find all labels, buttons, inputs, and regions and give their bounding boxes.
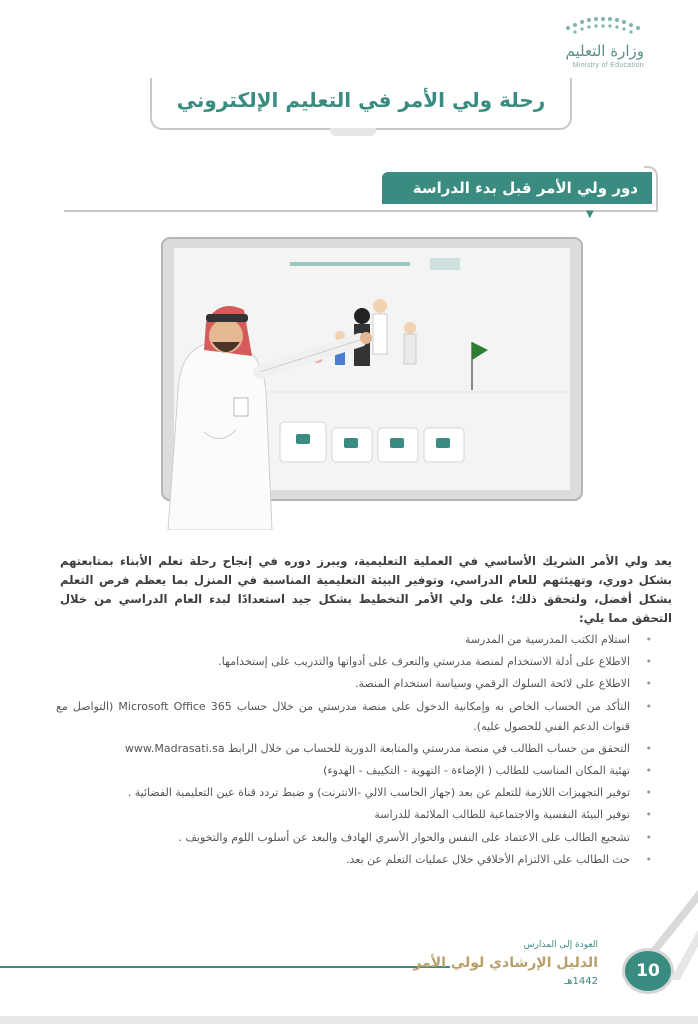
section-title: دور ولي الأمر قبل بدء الدراسة xyxy=(412,179,638,197)
list-item: • التأكد من الحساب الخاص به وإمكانية الدخول على منصة مدرستي من خلال حساب Microsoft Office 365 (التواصل مع قنوات الدعم الفني للحصول عليه). xyxy=(56,697,652,737)
list-item: • تهئية المكان المناسب للطالب ( الإضاءة - التهوية - التكييف - الهدوء) xyxy=(56,761,652,781)
intro-paragraph: يعد ولي الأمر الشريك الأساسي في العملية التعليمية، ويبرز دوره في إنجاح رحلة تعلم الأبناء بمتابعتهم بشكل دوري، وتهيئتهم للعام الدراسي، وتوفير البيئة التعليمية المناسبة في المنزل بما يعظم فرص التعلم بشكل أفضل، ولتحقق ذلك؛ على ولي الأمر التخطيط بشكل جيد استعدادًا لبدء العام الدراسي من خلال التحقق مما يلي: xyxy=(60,553,672,625)
title-notch xyxy=(330,128,376,136)
page-number: 10 xyxy=(622,948,674,994)
illustration-parent-screen xyxy=(140,232,590,530)
footer-divider xyxy=(0,966,450,968)
section-divider xyxy=(64,210,658,212)
corner-decoration xyxy=(650,890,698,980)
list-item: • توفير البيئة النفسية والاجتماعية للطالب الملائمة للدراسة xyxy=(56,805,652,825)
list-item: • استلام الكتب المدرسية من المدرسة xyxy=(56,630,652,650)
list-item: • التحقق من حساب الطالب في منصة مدرستي والمتابعة الدورية للحساب من خلال الرابط www.Madrasati.sa xyxy=(56,739,652,759)
section-heading xyxy=(64,166,658,212)
chevron-down-icon: ▼ xyxy=(586,209,594,220)
list-item: • الاطلاع على أدلة الاستخدام لمنصة مدرستي والتعرف على أدواتها والتدريب على إستخدامها. xyxy=(56,652,652,672)
section-tab xyxy=(382,172,652,204)
footer-series-label: العودة إلى المدارس xyxy=(523,940,598,950)
list-item: • الاطلاع على لائحة السلوك الرقمي وسياسة استخدام المنصة. xyxy=(56,674,652,694)
list-item: • حث الطالب على الالتزام الأخلاقي خلال عمليات التعلم عن بعد. xyxy=(56,850,652,870)
logo-dots-icon xyxy=(564,14,644,36)
logo-english-name: Ministry of Education xyxy=(572,62,644,69)
bottom-strip xyxy=(0,1016,698,1024)
ministry-logo xyxy=(534,14,644,74)
footer-year: 1442هـ xyxy=(564,976,598,987)
title-banner xyxy=(150,78,572,130)
checklist xyxy=(56,630,652,872)
list-item: • توفير التجهيزات اللازمة للتعلم عن بعد (جهاز الحاسب الالي -الانترنت) و ضبط تردد قناة عين التعليمية الفضائية . xyxy=(56,783,652,803)
logo-arabic-name: وزارة التعليم xyxy=(565,42,644,60)
list-item: • تشجيع الطالب على الاعتماد على النفس والحوار الأسري الهادف والبعد عن أسلوب اللوم والتخويف . xyxy=(56,828,652,848)
page-title: رحلة ولي الأمر في التعليم الإلكتروني xyxy=(176,88,546,112)
footer-guide-title: الدليل الإرشادي لولي الأمر xyxy=(413,955,598,971)
